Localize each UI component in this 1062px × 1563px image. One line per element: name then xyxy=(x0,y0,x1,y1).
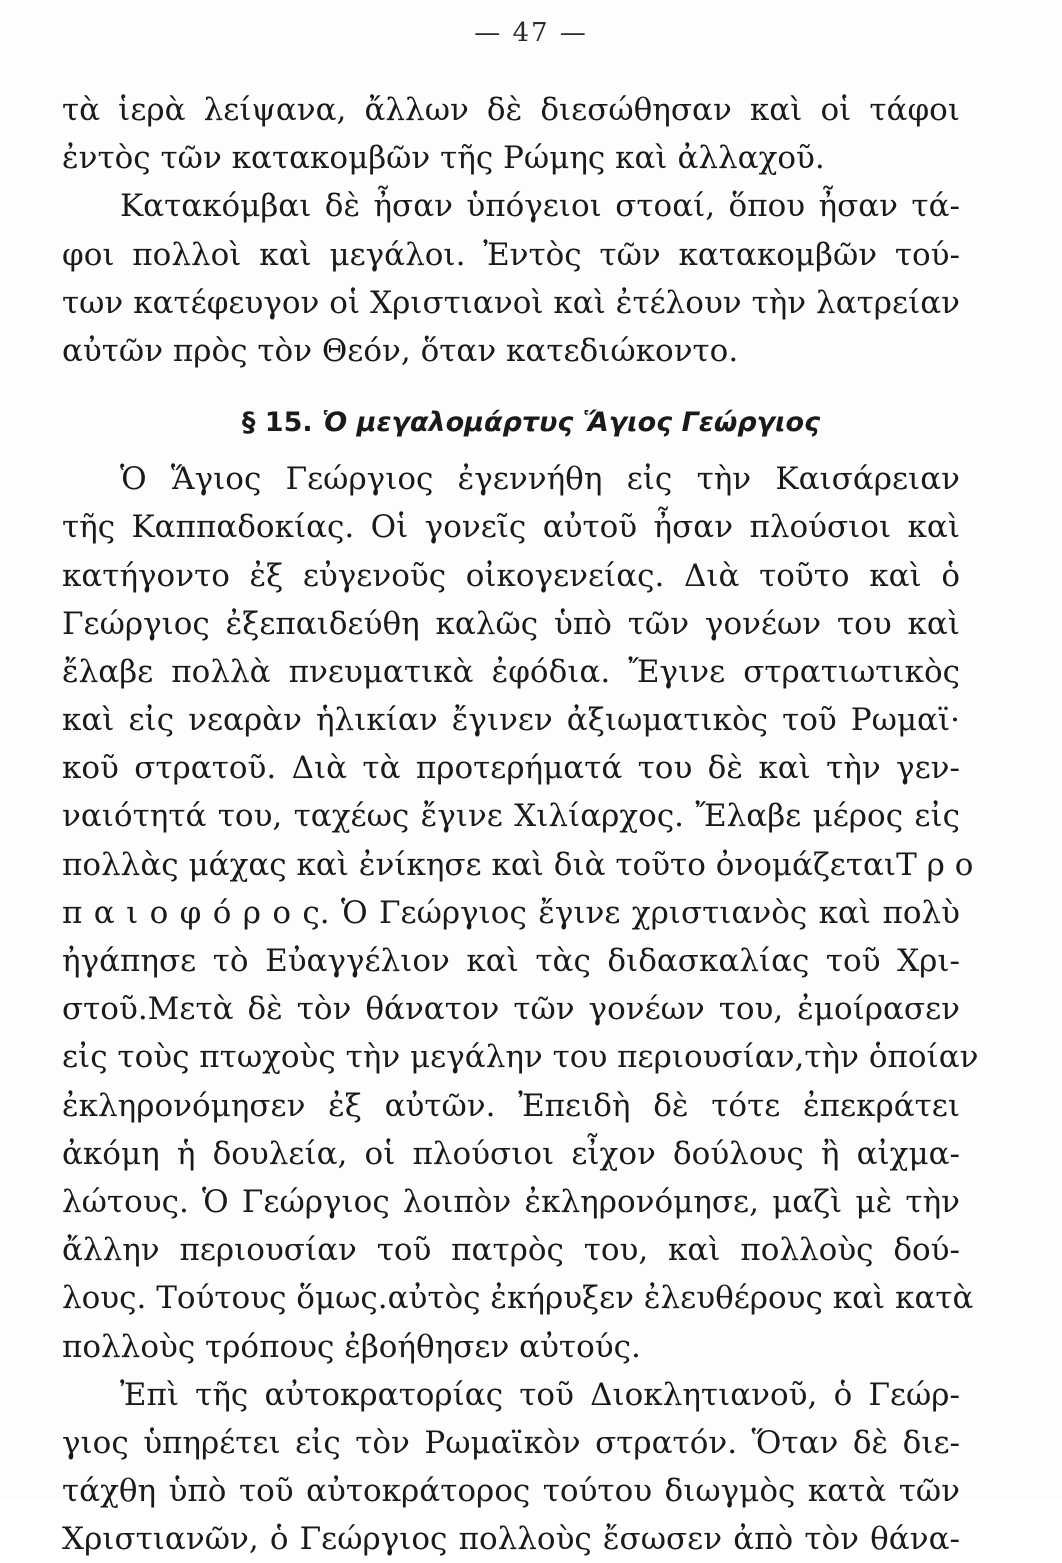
text-line: φοι πολλοὶ καὶ μεγάλοι. Ἐντὸς τῶν κατακομβῶν τού- xyxy=(62,236,960,273)
text-line: κοῦ στρατοῦ. Διὰ τὰ προτερήματά του δὲ καὶ τὴν γεν- xyxy=(62,750,960,787)
page-body xyxy=(62,86,979,1563)
section-heading xyxy=(62,391,960,455)
text-line: Γεώργιος ἐξεπαιδεύθη καλῶς ὑπὸ τῶν γονέων του καὶ xyxy=(62,605,960,642)
text-line: πολλοὺς τρόπους ἐβοήθησεν αὐτούς. xyxy=(62,1328,641,1365)
text-line: τάχθη ὑπὸ τοῦ αὐτοκράτορος τούτου διωγμὸς κατὰ τῶν xyxy=(62,1473,960,1510)
text-line: ἔλαβε πολλὰ πνευματικὰ ἐφόδια. Ἔγινε στρατιωτικὸς xyxy=(62,653,960,690)
text-line: λους. Τούτους ὅμως.αὐτὸς ἐκήρυξεν ἐλευθέρους καὶ κατὰ xyxy=(62,1280,974,1317)
text-line: π α ι ο φ ό ρ ο ς. Ὁ Γεώργιος ἔγινε χριστιανὸς καὶ πολὺ xyxy=(62,894,960,931)
text-line: των κατέφευγον οἱ Χριστιανοὶ καὶ ἐτέλουν τὴν λατρείαν xyxy=(62,284,960,321)
text-line: ἐντὸς τῶν κατακομβῶν τῆς Ρώμης καὶ ἀλλαχοῦ. xyxy=(62,140,825,177)
text-line: Ὁ Ἅγιος Γεώργιος ἐγεννήθη εἰς τὴν Καισάρειαν xyxy=(120,461,960,498)
text-line: αὐτῶν πρὸς τὸν Θεόν, ὅταν κατεδιώκοντο. xyxy=(62,332,739,369)
text-line: καὶ εἰς νεαρὰν ἡλικίαν ἔγινεν ἀξιωματικὸς τοῦ Ρωμαϊ· xyxy=(62,702,960,739)
text-line: ναιότητά του, ταχέως ἔγινε Χιλίαρχος. Ἔλαβε μέρος εἰς xyxy=(62,798,960,835)
text-line: τῆς Καππαδοκίας. Οἱ γονεῖς αὐτοῦ ἦσαν πλούσιοι καὶ xyxy=(62,509,960,546)
paragraph-saint-george xyxy=(62,455,979,1371)
text-line: Ἐπὶ τῆς αὐτοκρατορίας τοῦ Διοκλητιανοῦ, ὁ Γεώρ- xyxy=(120,1376,960,1413)
text-line: ἀκόμη ἡ δουλεία, οἱ πλούσιοι εἶχον δούλους ἢ αἰχμα- xyxy=(62,1135,960,1172)
page-number: — 47 — xyxy=(474,18,588,48)
paragraph-continuation xyxy=(62,86,960,182)
text-line: κατήγοντο ἐξ εὐγενοῦς οἰκογενείας. Διὰ τοῦτο καὶ ὁ xyxy=(62,557,960,594)
text-line: λώτους. Ὁ Γεώργιος λοιπὸν ἐκληρονόμησε, μαζὶ μὲ τὴν xyxy=(62,1183,960,1220)
text-line: πολλὰς μάχας καὶ ἐνίκησε καὶ διὰ τοῦτο ὀνομάζεταιΤ ρ ο xyxy=(62,846,974,883)
section-title: Ὁ μεγαλομάρτυς Ἅγιος Γεώργιος xyxy=(322,407,821,439)
text-line: Κατακόμβαι δὲ ἦσαν ὑπόγειοι στοαί, ὅπου ἦσαν τά- xyxy=(120,188,960,225)
text-line: ἐκληρονόμησεν ἐξ αὐτῶν. Ἐπειδὴ δὲ τότε ἐπεκράτει xyxy=(62,1087,960,1124)
text-line: γιος ὑπηρέτει εἰς τὸν Ρωμαϊκὸν στρατόν. Ὅταν δὲ διε- xyxy=(62,1424,960,1461)
text-line: Χριστιανῶν, ὁ Γεώργιος πολλοὺς ἔσωσεν ἀπὸ τὸν θάνα- xyxy=(62,1521,960,1558)
text-line: στοῦ.Μετὰ δὲ τὸν θάνατον τῶν γονέων του, ἐμοίρασεν xyxy=(62,991,960,1028)
text-line: ἄλλην περιουσίαν τοῦ πατρὸς του, καὶ πολλοὺς δού- xyxy=(62,1232,960,1269)
paragraph-diocletian xyxy=(62,1371,960,1563)
section-number: § 15. xyxy=(241,407,313,439)
text-line: ἠγάπησε τὸ Εὐαγγέλιον καὶ τὰς διδασκαλίας τοῦ Χρι- xyxy=(62,943,960,979)
paragraph-catacombs xyxy=(62,182,960,375)
text-line: εἰς τοὺς πτωχοὺς τὴν μεγάλην του περιουσίαν,τὴν ὁποίαν xyxy=(62,1039,979,1076)
text-line: τὰ ἱερὰ λείψανα, ἄλλων δὲ διεσώθησαν καὶ οἱ τάφοι xyxy=(62,92,960,128)
